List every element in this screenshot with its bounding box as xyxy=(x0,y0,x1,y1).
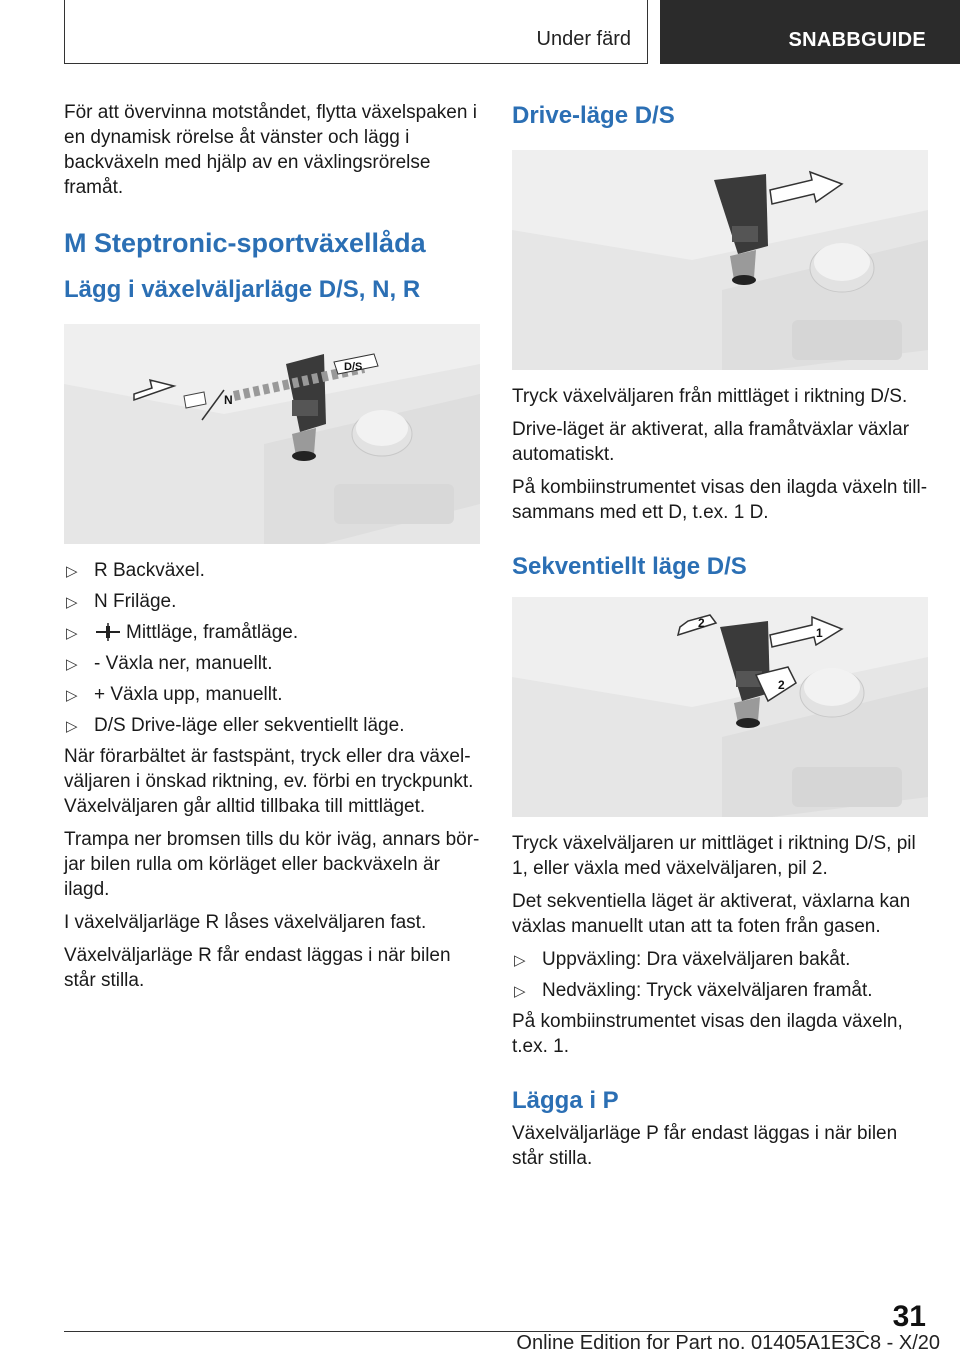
list-item: ▷ + Växla upp, manuellt. xyxy=(64,682,480,707)
label-n: N xyxy=(224,393,233,407)
heading-park: Lägga i P xyxy=(512,1087,619,1114)
heading-steptronic: M Steptronic-sportväxellåda xyxy=(64,228,426,258)
paragraph-seq-1: Tryck växelväljaren ur mittläget i riktning D/S, pil 1, eller växla med växelväljaren, pil 2. xyxy=(512,833,916,879)
header-tab-snabbguide[interactable]: SNABBGUIDE xyxy=(660,0,960,64)
label-ds: D/S xyxy=(344,361,363,373)
list-item: ▷ Mittläge, framåtläge. xyxy=(64,620,480,645)
drive-mode-illustration xyxy=(512,150,928,370)
sequential-mode-illustration xyxy=(512,597,928,817)
paragraph-drive-3: På kombiinstrumentet visas den ilagda växeln tillsammans med ett D, t.ex. 1 D. xyxy=(512,477,928,523)
center-position-icon xyxy=(94,623,122,641)
figure-gear-selector-positions xyxy=(64,324,480,544)
list-item: ▷ D/S Drive-läge eller sekventiellt läge. xyxy=(64,713,480,738)
figure-drive-mode xyxy=(512,150,928,370)
paragraph-brake: Trampa ner bromsen tills du kör iväg, annars börjar bilen rulla om körläget eller backväxeln är ilagd. xyxy=(64,829,480,900)
heading-select-gear: Lägg i växelväljarläge D/S, N, R xyxy=(64,276,421,303)
sequential-list xyxy=(512,947,928,1003)
list-item: ▷ Nedväxling: Tryck växelväljaren framåt. xyxy=(512,978,928,1003)
list-item: ▷ Uppväxling: Dra växelväljaren bakåt. xyxy=(512,947,928,972)
heading-drive-mode: Drive-läge D/S xyxy=(512,102,675,129)
list-item: ▷ R Backväxel. xyxy=(64,558,480,583)
gear-position-list xyxy=(64,558,480,738)
label-arrow-2-bottom: 2 xyxy=(778,678,785,692)
paragraph-seatbelt: När förarbältet är fastspänt, tryck eller dra växelväljaren i önskad riktning, ev. förbi en tryckpunkt. Växelväljaren går alltid tillbaka till mittläget. xyxy=(64,746,474,817)
list-item: ▷ N Friläge. xyxy=(64,589,480,614)
label-arrow-1: 1 xyxy=(816,626,823,640)
triangle-right-icon: ▷ xyxy=(66,625,78,642)
label-arrow-2-top: 2 xyxy=(698,616,705,630)
page-number: 31 xyxy=(892,1300,926,1333)
triangle-right-icon: ▷ xyxy=(66,563,78,580)
figure-sequential-mode xyxy=(512,597,928,817)
paragraph-park: Växelväljarläge P får endast läggas i när bilen står stilla. xyxy=(512,1123,898,1169)
list-item: ▷ - Växla ner, manuellt. xyxy=(64,651,480,676)
paragraph-seq-after: På kombiinstrumentet visas den ilagda växeln, t.ex. 1. xyxy=(512,1011,903,1057)
heading-sequential-mode: Sekventiellt läge D/S xyxy=(512,553,747,580)
paragraph-r-locked: I växelväljarläge R låses växelväljaren fast. xyxy=(64,912,427,933)
header-section-box xyxy=(64,0,648,64)
right-column xyxy=(512,100,928,1179)
paragraph-r-standstill: Växelväljarläge R får endast läggas i när bilen står stilla. xyxy=(64,945,451,991)
triangle-right-icon: ▷ xyxy=(66,687,78,704)
left-column xyxy=(64,100,480,1001)
triangle-right-icon: ▷ xyxy=(66,594,78,611)
paragraph-drive-2: Drive-läget är aktiverat, alla framåtväxlar växlar automatiskt. xyxy=(512,419,910,465)
paragraph-seq-2: Det sekventiella läget är aktiverat, växlarna kan växlas manuellt utan att ta foten från gasen. xyxy=(512,891,911,937)
triangle-right-icon: ▷ xyxy=(66,718,78,735)
triangle-right-icon: ▷ xyxy=(66,656,78,673)
paragraph-drive-1: Tryck växelväljaren från mittläget i riktning D/S. xyxy=(512,386,908,407)
header-section-title: Under färd xyxy=(536,28,631,50)
triangle-right-icon: ▷ xyxy=(514,983,526,1000)
intro-paragraph: För att övervinna motståndet, flytta växelspaken i en dynamisk rörelse åt vänster och lägg i backväxeln med hjälp av en växlingsrörelse framåt. xyxy=(64,102,477,198)
gear-selector-illustration xyxy=(64,324,480,544)
triangle-right-icon: ▷ xyxy=(514,952,526,969)
footer-edition: Online Edition for Part no. 01405A1E3C8 - X/20 xyxy=(516,1332,940,1354)
